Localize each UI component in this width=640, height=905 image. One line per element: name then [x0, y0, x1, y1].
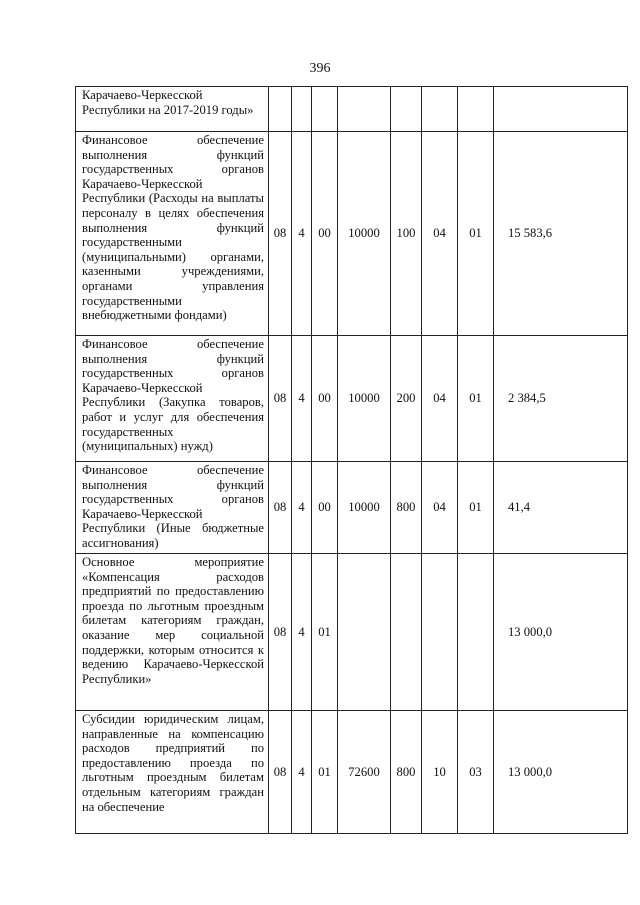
code-cell: 08 — [269, 336, 292, 462]
row-name-cell: Финансовое обеспечение выполнения функций государственных органов Карачаево-Черкесской Республики (Иные бюджетные ассигнования) — [76, 462, 269, 554]
table-row — [76, 554, 628, 711]
code-cell — [269, 87, 292, 132]
code-cell: 01 — [312, 711, 338, 834]
code-cell — [292, 87, 312, 132]
code-cell: 01 — [458, 336, 494, 462]
table-row — [76, 336, 628, 462]
code-cell: 00 — [312, 132, 338, 336]
code-cell — [391, 554, 422, 711]
code-cell: 04 — [422, 462, 458, 554]
code-cell: 100 — [391, 132, 422, 336]
budget-table — [75, 86, 628, 834]
code-cell — [422, 87, 458, 132]
code-cell: 4 — [292, 336, 312, 462]
code-cell: 03 — [458, 711, 494, 834]
code-cell: 01 — [458, 132, 494, 336]
table-row — [76, 87, 628, 132]
code-cell: 00 — [312, 336, 338, 462]
code-cell: 01 — [312, 554, 338, 711]
row-name-cell: Карачаево-Черкесской Республики на 2017-2019 годы» — [76, 87, 269, 132]
amount-cell: 41,4 — [494, 462, 628, 554]
code-cell: 4 — [292, 711, 312, 834]
amount-cell — [494, 87, 628, 132]
code-cell: 01 — [458, 462, 494, 554]
code-cell — [422, 554, 458, 711]
code-cell: 10000 — [338, 132, 391, 336]
code-cell: 10000 — [338, 336, 391, 462]
code-cell — [312, 87, 338, 132]
code-cell — [338, 87, 391, 132]
code-cell: 08 — [269, 554, 292, 711]
code-cell: 08 — [269, 711, 292, 834]
row-name-cell: Основное мероприятие «Компенсация расходов предприятий по предоставлению проезда по льготным проездным билетам категориям граждан, оказание мер социальной поддержки, которым относится к ведению Карачаево-Черкесской Республики» — [76, 554, 269, 711]
row-name-cell: Финансовое обеспечение выполнения функций государственных органов Карачаево-Черкесской Республики (Закупка товаров, работ и услуг для обеспечения государственных (муниципальных) нужд) — [76, 336, 269, 462]
code-cell: 4 — [292, 554, 312, 711]
code-cell — [391, 87, 422, 132]
code-cell: 800 — [391, 711, 422, 834]
code-cell: 08 — [269, 462, 292, 554]
code-cell: 4 — [292, 462, 312, 554]
page-number: 396 — [309, 61, 331, 76]
amount-cell: 13 000,0 — [494, 711, 628, 834]
table-row — [76, 132, 628, 336]
code-cell: 200 — [391, 336, 422, 462]
amount-cell: 2 384,5 — [494, 336, 628, 462]
table-row — [76, 462, 628, 554]
row-name-cell: Субсидии юридическим лицам, направленные на компенсацию расходов предприятий по предоставлению проезда по льготным проездным билетам отдельным категориям граждан на обеспечение — [76, 711, 269, 834]
code-cell — [458, 87, 494, 132]
table-row — [76, 711, 628, 834]
amount-cell: 13 000,0 — [494, 554, 628, 711]
code-cell: 04 — [422, 336, 458, 462]
code-cell: 4 — [292, 132, 312, 336]
row-name-cell: Финансовое обеспечение выполнения функций государственных органов Карачаево-Черкесской Республики (Расходы на выплаты персоналу в целях обеспечения выполнения функций государственными (муниципальными) органами, казенными учреждениями, органами управления государственными внебюджетными фондами) — [76, 132, 269, 336]
code-cell — [338, 554, 391, 711]
code-cell: 04 — [422, 132, 458, 336]
code-cell: 10000 — [338, 462, 391, 554]
code-cell: 10 — [422, 711, 458, 834]
amount-cell: 15 583,6 — [494, 132, 628, 336]
code-cell: 08 — [269, 132, 292, 336]
code-cell: 800 — [391, 462, 422, 554]
code-cell — [458, 554, 494, 711]
code-cell: 00 — [312, 462, 338, 554]
code-cell: 72600 — [338, 711, 391, 834]
